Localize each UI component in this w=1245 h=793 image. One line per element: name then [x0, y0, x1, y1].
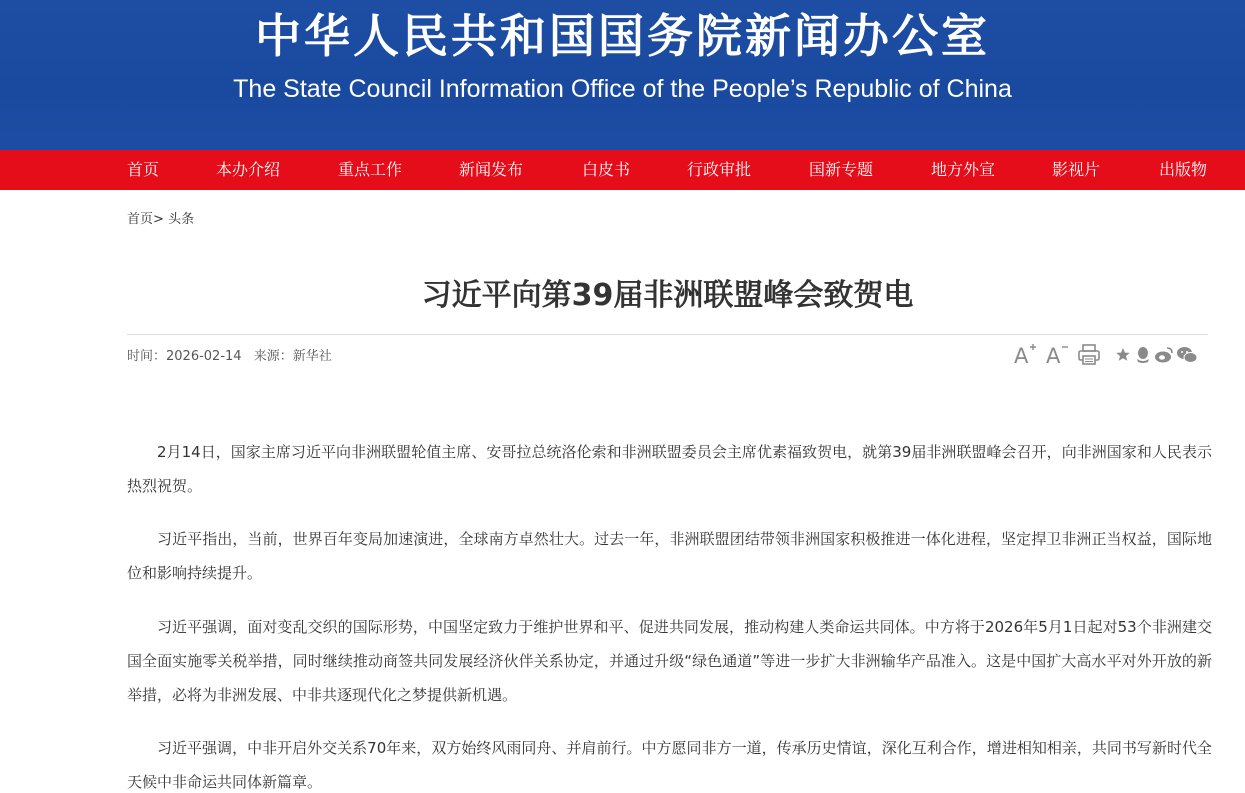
nav-item-press-release[interactable]: 新闻发布 — [459, 160, 524, 179]
article-paragraph: 2月14日，国家主席习近平向非洲联盟轮值主席、安哥拉总统洛伦索和非洲联盟委员会主席优素福致贺电，就第39届非洲联盟峰会召开，向非洲国家和人民表示热烈祝贺。 — [127, 443, 1212, 495]
print-icon[interactable] — [1077, 342, 1101, 368]
share-wechat-icon[interactable] — [1176, 342, 1198, 368]
time-label: 时间： — [127, 349, 167, 364]
article-paragraph: 习近平指出，当前，世界百年变局加速演进，全球南方卓然壮大。过去一年，非洲联盟团结带领非洲国家积极推进一体化进程，坚定捍卫非洲正当权益，国际地位和影响持续提升。 — [127, 530, 1212, 582]
breadcrumb-home-link[interactable]: 首页 — [127, 212, 154, 227]
nav-item-publications[interactable]: 出版物 — [1159, 160, 1208, 179]
article-title: 习近平向第39届非洲联盟峰会致贺电 — [421, 278, 914, 313]
nav-item-home[interactable]: 首页 — [127, 160, 160, 179]
site-title-cn: 中华人民共和国国务院新闻办公室 — [255, 9, 990, 63]
article-paragraph: 习近平强调，面对变乱交织的国际形势，中国坚定致力于维护世界和平、促进共同发展，推动构建人类命运共同体。中方将于2026年5月1日起对53个非洲建交国全面实施零关税举措，同时继续推动商签共同发展经济伙伴关系协定，并通过升级“绿色通道”等进一步扩大非洲输华产品准入。这是中国扩大高水平对外开放的新举措，必将为非洲发展、中非共逐现代化之梦提供新机遇。 — [127, 618, 1212, 704]
source-value: 新华社 — [292, 349, 332, 364]
nav-item-special-topics[interactable]: 国新专题 — [809, 160, 874, 179]
breadcrumb — [127, 208, 194, 227]
share-weibo-icon[interactable] — [1154, 342, 1174, 368]
nav-item-key-work[interactable]: 重点工作 — [338, 160, 403, 179]
time-value: 2026-02-14 — [166, 349, 242, 364]
site-banner — [0, 0, 1245, 150]
share-qq-icon[interactable] — [1134, 342, 1152, 368]
article-tools — [1012, 342, 1202, 368]
title-divider — [127, 334, 1208, 335]
article-meta — [127, 345, 340, 364]
nav-item-white-papers[interactable]: 白皮书 — [582, 160, 631, 179]
site-title-en: The State Council Information Office of the People’s Republic of China — [233, 75, 1012, 103]
article-paragraph: 习近平强调，中非开启外交关系70年来，双方始终风雨同舟、并肩前行。中方愿同非方一道，传承历史情谊，深化互利合作，增进相知相亲，共同书写新时代全天候中非命运共同体新篇章。 — [127, 739, 1212, 791]
breadcrumb-current-link[interactable]: 头条 — [168, 212, 195, 227]
share-star-icon[interactable] — [1114, 342, 1132, 368]
font-larger-letter: A — [1014, 344, 1029, 368]
font-smaller-letter: A — [1046, 344, 1061, 368]
font-larger-icon[interactable] — [1014, 342, 1038, 368]
main-nav — [0, 150, 1245, 190]
nav-item-admin-approval[interactable]: 行政审批 — [687, 160, 752, 179]
nav-item-films[interactable]: 影视片 — [1052, 160, 1101, 179]
source-label: 来源： — [253, 349, 293, 364]
nav-item-local-publicity[interactable]: 地方外宣 — [931, 160, 996, 179]
breadcrumb-separator: > — [153, 212, 164, 227]
nav-item-about[interactable]: 本办介绍 — [216, 160, 281, 179]
font-smaller-icon[interactable] — [1046, 342, 1070, 368]
